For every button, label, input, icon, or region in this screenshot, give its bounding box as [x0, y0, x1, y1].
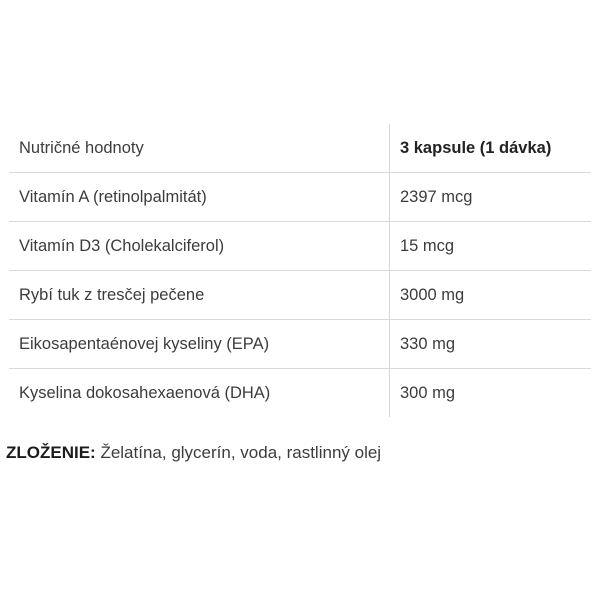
nutrient-value: 3000 mg	[390, 271, 592, 320]
table-row	[9, 271, 591, 320]
nutrient-value: 300 mg	[390, 369, 592, 418]
nutrient-value: 330 mg	[390, 320, 592, 369]
nutrient-label: Rybí tuk z tresčej pečene	[9, 271, 390, 320]
table-row	[9, 320, 591, 369]
nutrient-label: Eikosapentaénovej kyseliny (EPA)	[9, 320, 390, 369]
table-row	[9, 173, 591, 222]
nutrient-value: 2397 mcg	[390, 173, 592, 222]
table-header-label: Nutričné hodnoty	[9, 124, 390, 173]
table-header-row	[9, 124, 591, 173]
nutrient-label: Vitamín A (retinolpalmitát)	[9, 173, 390, 222]
nutrition-table	[9, 124, 591, 417]
ingredients-text: Želatína, glycerín, voda, rastlinný olej	[95, 443, 382, 462]
table-row	[9, 222, 591, 271]
nutrient-label: Kyselina dokosahexaenová (DHA)	[9, 369, 390, 418]
nutrient-value: 15 mcg	[390, 222, 592, 271]
nutrient-label: Vitamín D3 (Cholekalciferol)	[9, 222, 390, 271]
ingredients-line	[6, 443, 596, 463]
ingredients-label: ZLOŽENIE:	[6, 443, 96, 462]
nutrition-table-panel	[0, 124, 600, 417]
table-header-value: 3 kapsule (1 dávka)	[390, 124, 592, 173]
table-row	[9, 369, 591, 418]
